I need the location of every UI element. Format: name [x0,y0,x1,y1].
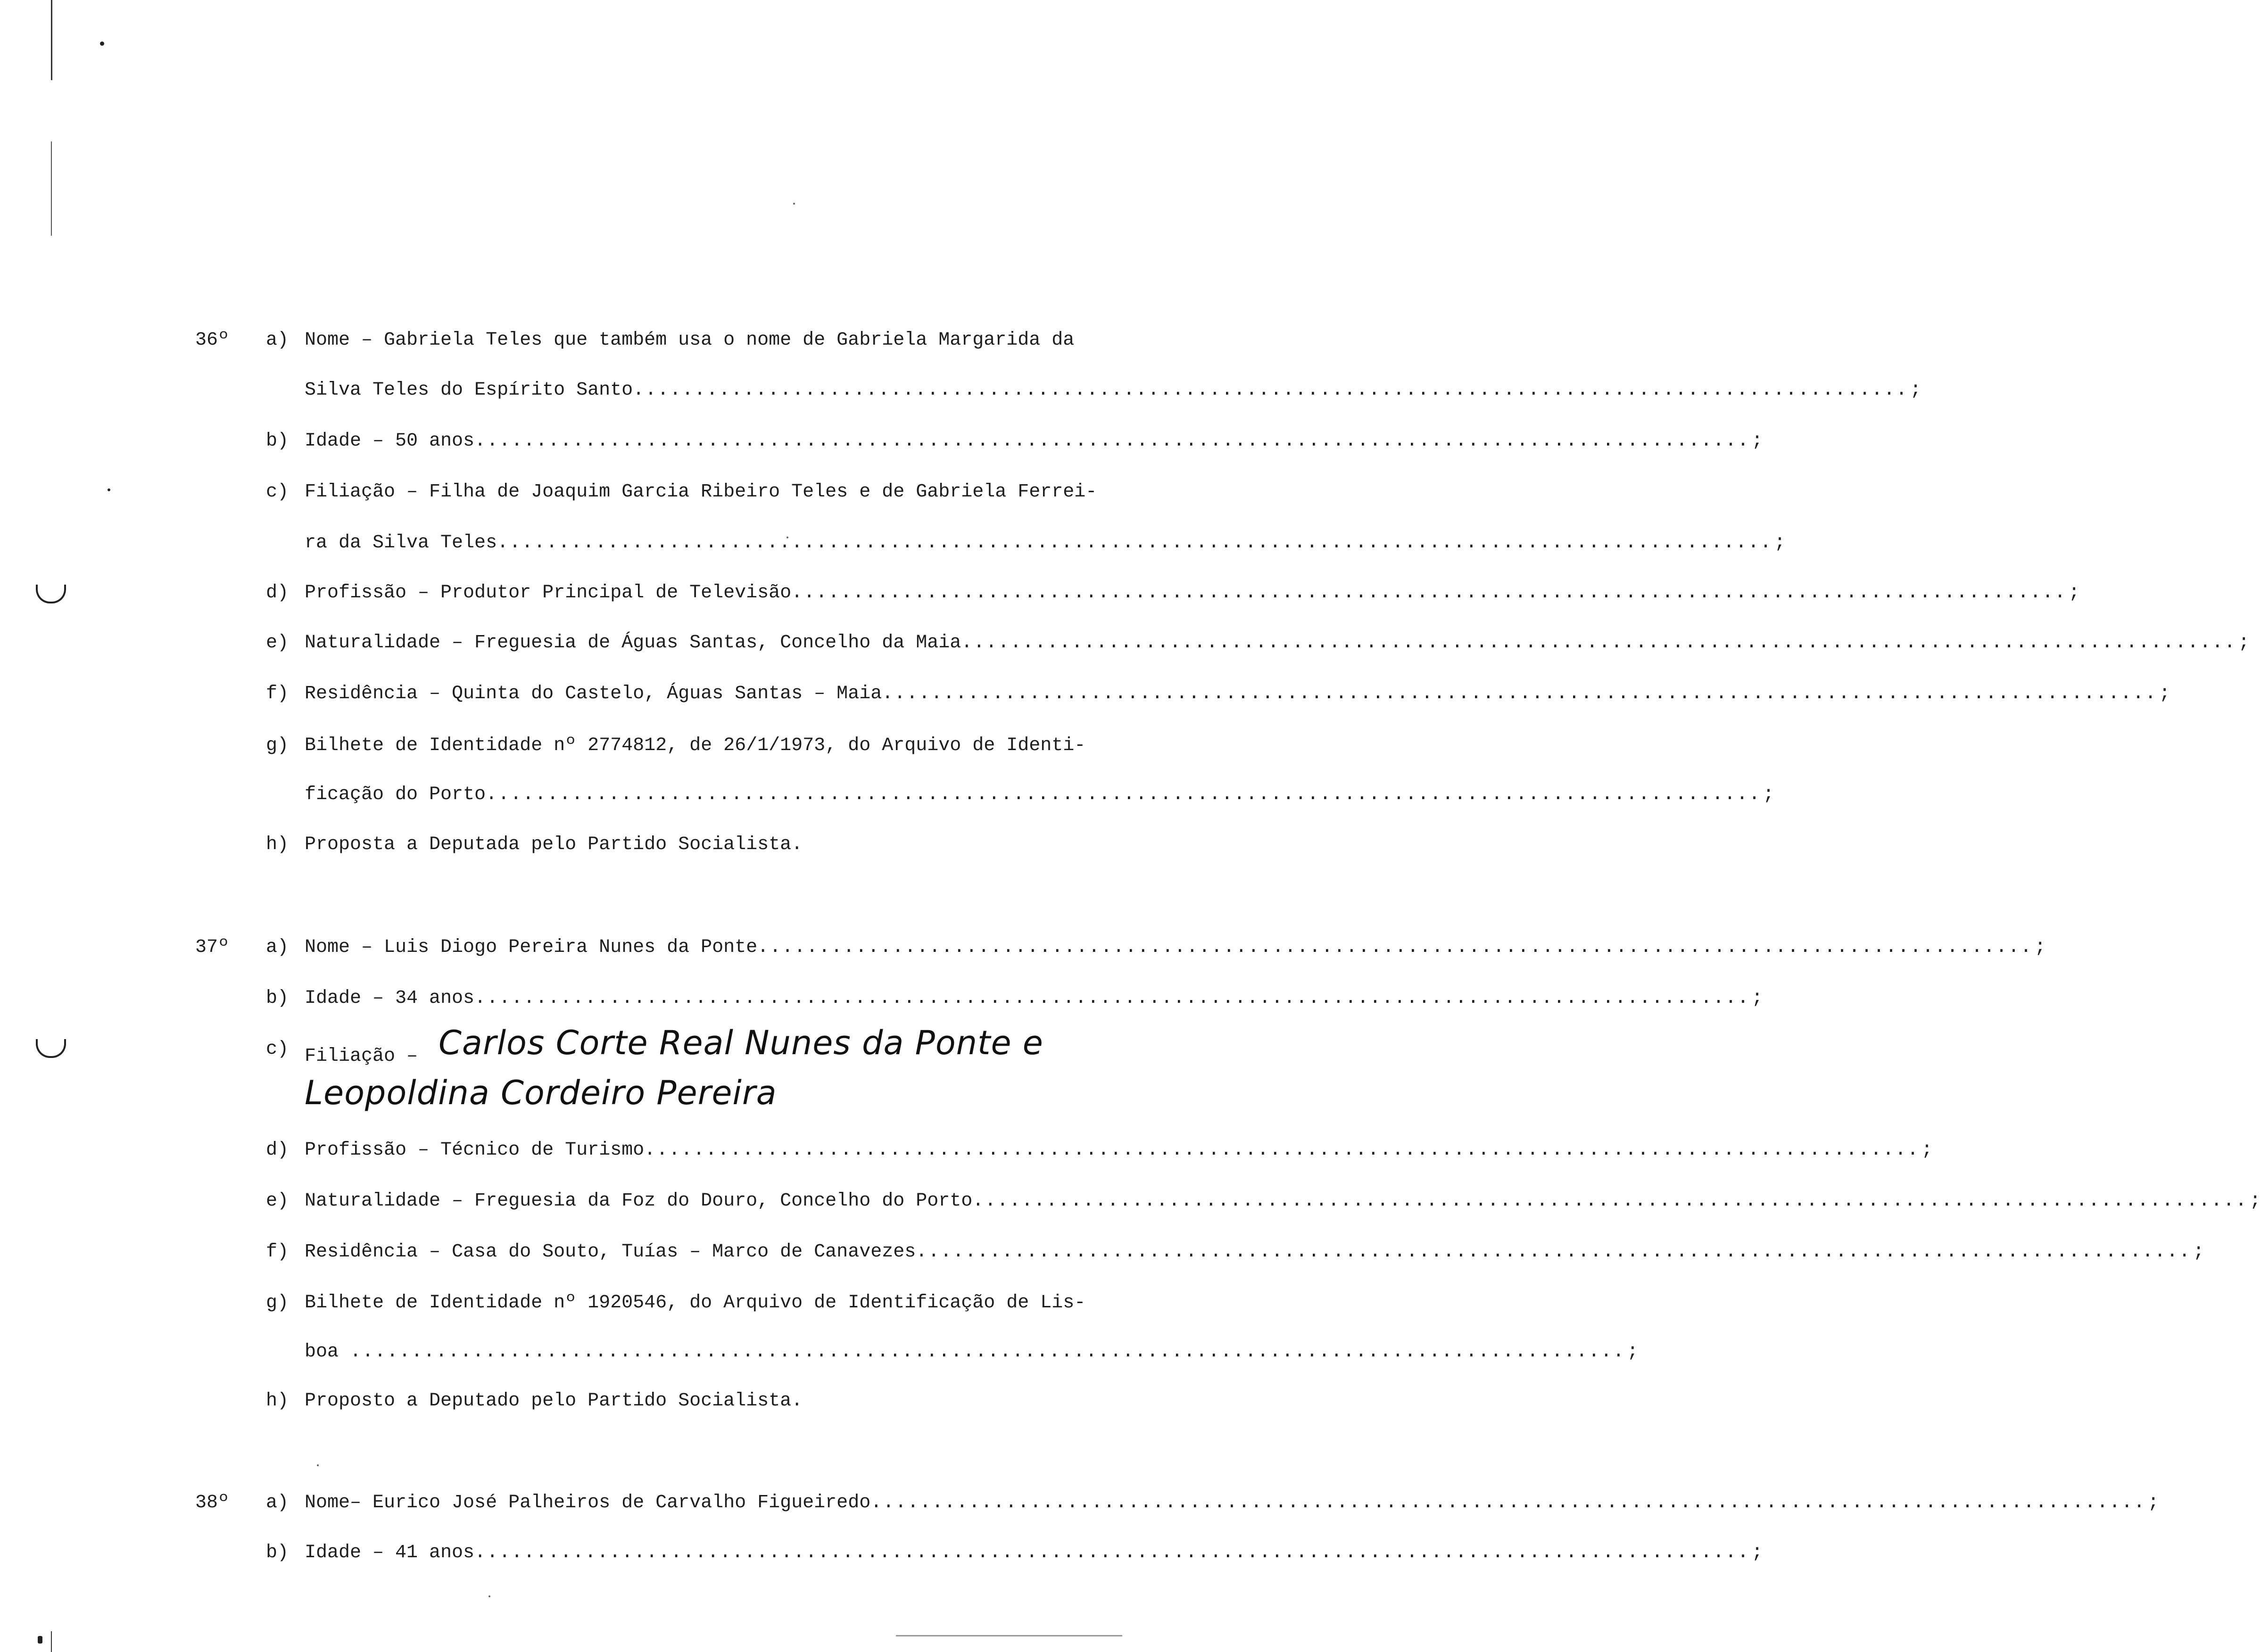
item-line [305,1024,1118,1067]
item-letter: g) [266,1292,289,1313]
dot-leader: ........................................................................................................ [633,380,1908,401]
line-end: ; [2249,1190,2261,1212]
item-letter: c) [266,481,289,503]
item-line [305,733,1118,759]
line-text: Filiação – Filha de Joaquim Garcia Ribeiro Teles e de Gabriela Ferrei- [305,481,1097,503]
line-end: ; [1774,532,1786,553]
dot-leader: ........................................................................................................ [474,988,1750,1009]
line-text: Residência – Quinta do Castelo, Águas Santas – Maia [305,683,882,704]
line-text: Proposto a Deputado pelo Partido Socialista. [305,1390,803,1412]
line-end: ; [1921,1140,1933,1161]
line-end: ; [2238,632,2250,653]
item-line [305,1188,2261,1214]
item-letter: b) [266,1542,289,1563]
dot-leader: ........................................................................................................ [757,937,2033,958]
item-letter: h) [266,1390,289,1412]
punch-hole-mark-lower [36,1039,66,1058]
dot-leader: ........................................................................................................ [870,1492,2146,1513]
line-text: Idade – 50 anos [305,430,475,452]
line-end: ; [1751,1542,1763,1563]
item-line [305,1339,1639,1365]
item-letter: h) [266,834,289,855]
item-letter: a) [266,330,289,351]
line-text: Naturalidade – Freguesia da Foz do Douro, Concelho do Porto [305,1190,973,1212]
margin-line-mid [51,141,52,236]
entry-number: 36º [195,330,230,351]
line-end: ; [2159,683,2170,704]
item-line [305,832,1118,858]
line-text: Proposta a Deputada pelo Partido Socialista. [305,834,803,855]
line-text: Filiação – [305,1046,430,1067]
margin-line-bottom [51,1631,52,1652]
item-line [305,1137,1933,1164]
paper-speck [317,1464,319,1466]
entry-number: 37º [195,937,230,958]
line-text: boa [305,1341,350,1363]
item-letter: f) [266,1241,289,1263]
dot-leader: ........................................................................................................ [644,1140,1920,1161]
dot-leader: ........................................................................................................ [961,632,2236,653]
handwritten-text: Carlos Corte Real Nunes da Ponte e [439,1024,1044,1062]
entry-number: 38º [195,1492,230,1513]
handwritten-text: Leopoldina Cordeiro Pereira [305,1074,777,1112]
item-line [305,479,1118,505]
item-line [305,934,2046,961]
item-line [305,530,1786,556]
item-letter: a) [266,937,289,958]
dot-leader: ........................................................................................................ [497,532,1772,553]
line-text: ficação do Porto [305,784,486,805]
item-letter: c) [266,1039,289,1060]
item-letter: e) [266,1190,289,1212]
line-end: ; [1751,988,1763,1009]
paper-speck [793,203,795,205]
dot-leader: ........................................................................................................ [791,582,2067,603]
margin-dot [38,1636,42,1644]
item-line [305,630,2250,656]
item-line [305,1540,1763,1566]
item-line [305,1290,1118,1316]
dot-leader: ........................................................................................................ [350,1341,1625,1363]
paper-speck [489,1595,490,1597]
item-line [305,985,1763,1012]
line-end: ; [1751,430,1763,452]
line-end: ; [2147,1492,2159,1513]
line-text: Profissão – Produtor Principal de Televisão [305,582,792,603]
item-line [305,1388,1118,1414]
line-end: ; [1627,1341,1639,1363]
item-line [305,377,1921,404]
dot-leader: ........................................................................................................ [474,430,1750,452]
line-text: Bilhete de Identidade nº 1920546, do Arquivo de Identificação de Lis- [305,1292,1086,1313]
item-letter: a) [266,1492,289,1513]
margin-line-top [51,0,52,80]
line-text: Bilhete de Identidade nº 2774812, de 26/1/1973, do Arquivo de Identi- [305,735,1086,756]
item-line [305,681,2170,707]
line-end: ; [1763,784,1774,805]
item-line [305,1074,1118,1112]
item-line [305,782,1774,808]
item-letter: d) [266,1140,289,1161]
item-line [305,327,1118,354]
item-line [305,1239,2204,1265]
punch-hole-mark-upper [36,585,66,603]
line-text: Idade – 34 anos [305,988,475,1009]
line-end: ; [2034,937,2046,958]
line-text: Naturalidade – Freguesia de Águas Santas, Concelho da Maia [305,632,961,653]
item-line [305,428,1763,454]
item-line [305,580,2080,606]
line-text: Nome – Luis Diogo Pereira Nunes da Ponte [305,937,758,958]
line-end: ; [1910,380,1921,401]
item-letter: f) [266,683,289,704]
line-text: Residência – Casa do Souto, Tuías – Marco de Canavezes [305,1241,916,1263]
scan-edge-smudge [896,1635,1122,1636]
item-letter: g) [266,735,289,756]
line-text: Idade – 41 anos [305,1542,475,1563]
dot-leader: ........................................................................................................ [972,1190,2248,1212]
item-letter: e) [266,632,289,653]
item-letter: b) [266,988,289,1009]
line-end: ; [2068,582,2080,603]
dot-leader: ........................................................................................................ [486,784,1761,805]
line-text: Profissão – Técnico de Turismo [305,1140,645,1161]
line-text: ra da Silva Teles [305,532,497,553]
line-end: ; [2193,1241,2204,1263]
line-text: Silva Teles do Espírito Santo [305,380,633,401]
line-text: Nome– Eurico José Palheiros de Carvalho Figueiredo [305,1492,871,1513]
line-text: Nome – Gabriela Teles que também usa o nome de Gabriela Margarida da [305,330,1075,351]
dot-leader: ........................................................................................................ [474,1542,1750,1563]
margin-dot [108,488,110,491]
item-line [305,1490,2159,1516]
dot-leader: ........................................................................................................ [916,1241,2191,1263]
item-letter: b) [266,430,289,452]
dot-leader: ........................................................................................................ [882,683,2157,704]
margin-dot [100,41,104,46]
item-letter: d) [266,582,289,603]
